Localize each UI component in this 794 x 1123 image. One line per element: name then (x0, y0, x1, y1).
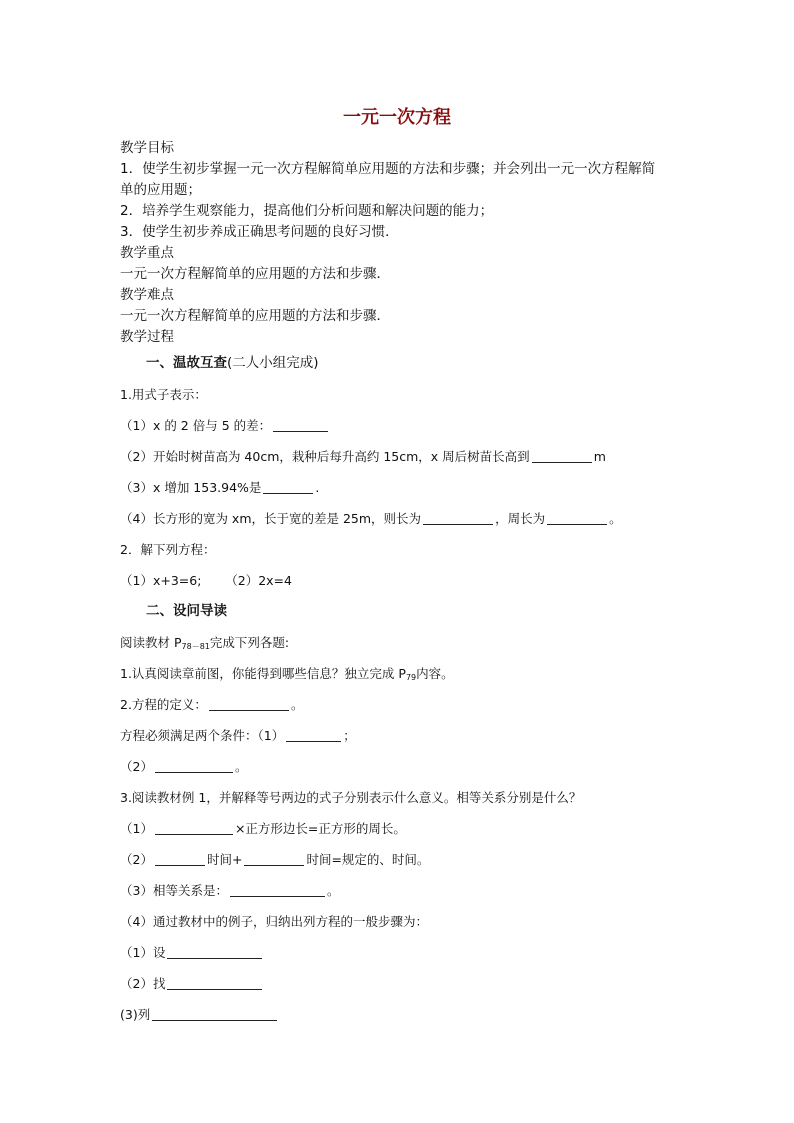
s2-intro: 阅读教材 $P_{78-81}$完成下列各题: (120, 635, 290, 651)
section-2-title: 二、设问导读 (146, 603, 227, 619)
answer-blank[interactable] (286, 727, 341, 742)
s1-question-1: 1.用式子表示： (120, 387, 207, 402)
s2-q3-item-3: （3）相等关系是： 。 (120, 883, 340, 898)
s1-question-2: 2．解下列方程： (120, 542, 216, 557)
exercise-block (120, 348, 690, 1030)
s2-q3-item-2: （2） 时间+ 时间=规定的、时间。 (120, 852, 430, 867)
section-1-title: 一、温故互查(二人小组完成) (146, 355, 319, 371)
answer-blank[interactable] (244, 851, 304, 866)
section-1-note: (二人小组完成) (227, 355, 319, 371)
difficulty-text: 一元一次方程解简单的应用题的方法和步骤． (120, 308, 390, 324)
answer-blank[interactable] (209, 696, 289, 711)
answer-blank[interactable] (423, 510, 493, 525)
difficulty-heading: 教学难点 (120, 287, 174, 303)
s2-question-4: （4）通过教材中的例子，归纳出列方程的一般步骤为： (120, 914, 428, 929)
goal-1-line-a: 1．使学生初步掌握一元一次方程解简单应用题的方法和步骤；并会列出一元一次方程解简 (120, 161, 656, 177)
goal-1-line-b: 单的应用题； (120, 182, 201, 198)
s1-q1-item-2: （2）开始时树苗高为 40cm，栽种后每升高约 15cm，x 周后树苗长高到 m (120, 449, 606, 464)
s1-q2-equations: （1）x+3=6; （2）2x=4 (120, 573, 292, 588)
answer-blank[interactable] (263, 479, 313, 494)
goals-heading: 教学目标 (120, 140, 174, 156)
s2-step-1: （1）设 (120, 937, 690, 968)
process-heading: 教学过程 (120, 329, 174, 345)
goal-2: 2．培养学生观察能力，提高他们分析问题和解决问题的能力； (120, 203, 494, 219)
s2-condition-2: （2） 。 (120, 759, 248, 774)
s2-question-2: 2.方程的定义： 。 (120, 697, 304, 712)
page-title: 一元一次方程 (343, 107, 451, 128)
answer-blank[interactable] (532, 448, 592, 463)
s2-question-1: 1.认真阅读章前图，你能得到哪些信息？独立完成 $P_{79}$内容。 (120, 666, 454, 682)
answer-blank[interactable] (155, 851, 205, 866)
answer-blank[interactable] (167, 975, 262, 990)
s2-q3-item-1: （1） ×正方形边长=正方形的周长。 (120, 821, 406, 836)
header-block (120, 138, 690, 348)
s1-q1-item-4: （4）长方形的宽为 xm，长于宽的差是 25m，则长为 ，周长为 。 (120, 511, 622, 526)
answer-blank[interactable] (230, 882, 325, 897)
answer-blank[interactable] (155, 758, 233, 773)
s1-q1-item-3: （3）x 增加 153.94%是 . (120, 480, 320, 495)
goal-3: 3．使学生初步养成正确思考问题的良好习惯． (120, 224, 399, 240)
answer-blank[interactable] (273, 417, 328, 432)
s2-step-2: （2）找 (120, 968, 690, 999)
s2-condition-1: 方程必须满足两个条件：（1） ； (120, 728, 356, 743)
s1-q1-item-1: （1）x 的 2 倍与 5 的差： (120, 410, 690, 441)
answer-blank[interactable] (155, 820, 233, 835)
s2-question-3: 3.阅读教材例 1，并解释等号两边的式子分别表示什么意义。相等关系分别是什么？ (120, 790, 582, 805)
s2-step-3: (3)列 (120, 999, 690, 1030)
key-heading: 教学重点 (120, 245, 174, 261)
answer-blank[interactable] (152, 1006, 277, 1021)
answer-blank[interactable] (547, 510, 607, 525)
key-text: 一元一次方程解简单的应用题的方法和步骤． (120, 266, 390, 282)
answer-blank[interactable] (167, 944, 262, 959)
